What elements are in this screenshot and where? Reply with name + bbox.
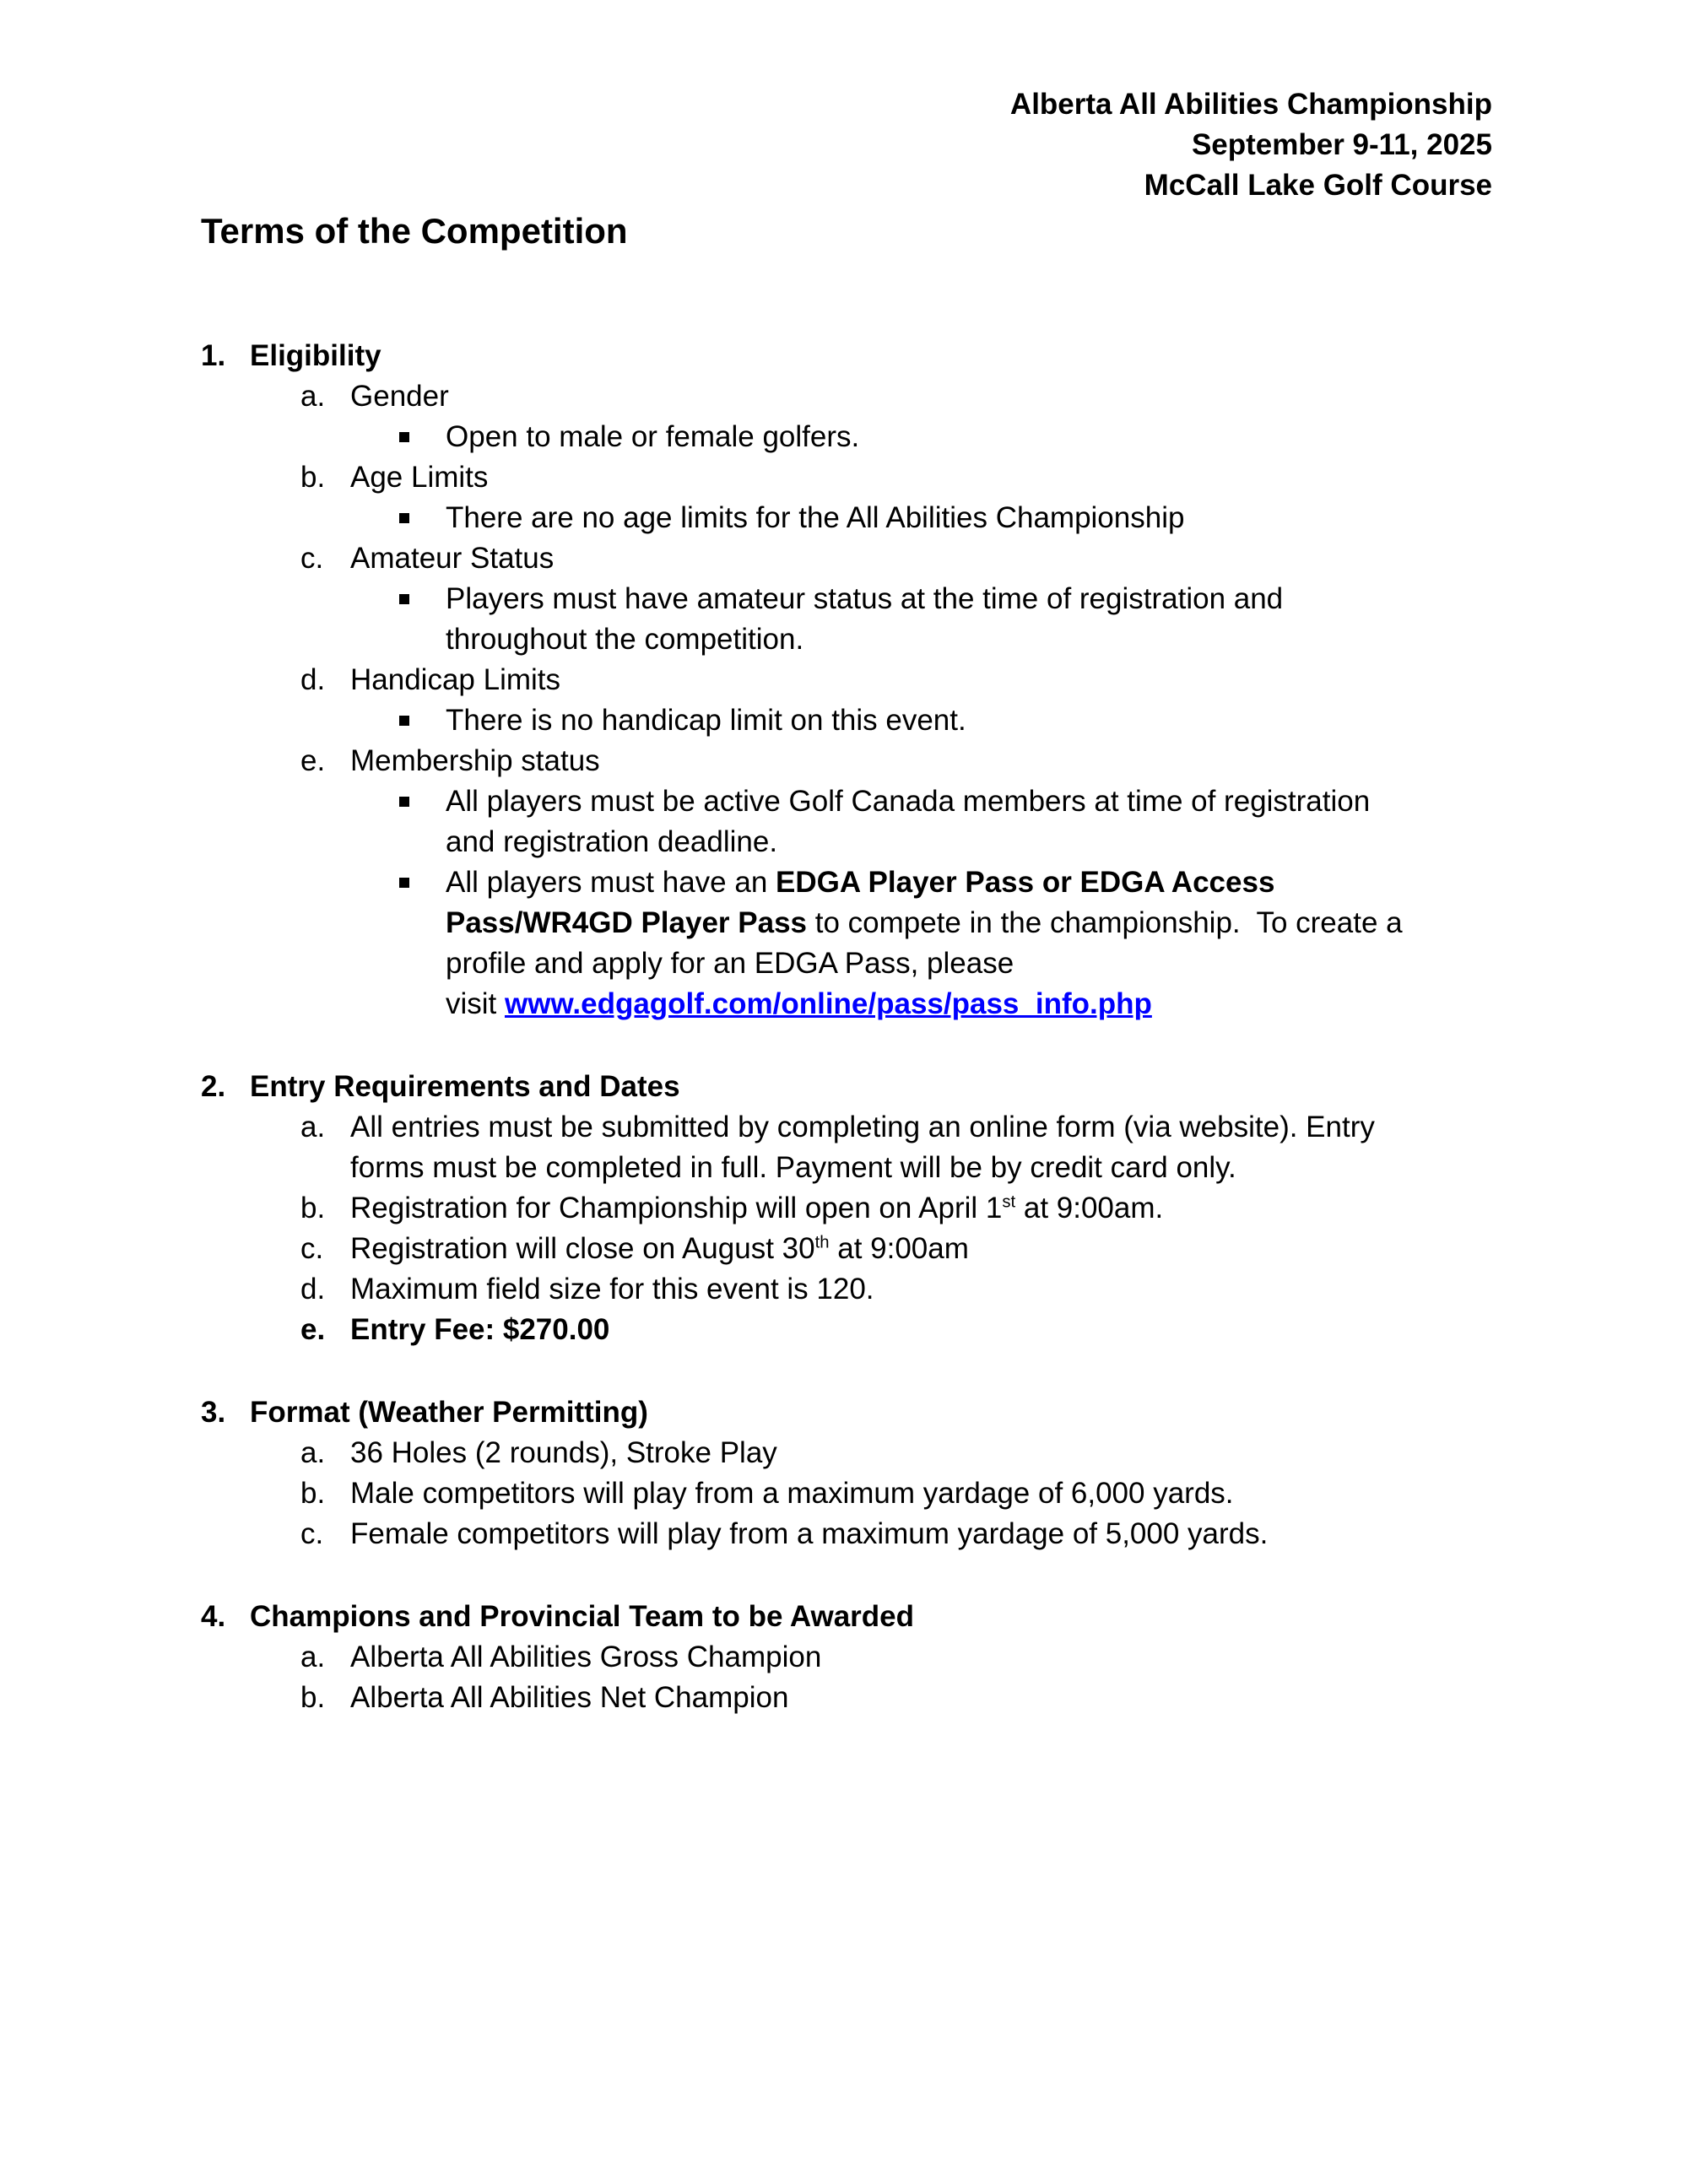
section-number: 3.: [201, 1396, 226, 1429]
document-title: Terms of the Competition: [201, 211, 628, 251]
item-text: [350, 1310, 609, 1350]
list-item: [300, 1229, 1492, 1269]
document-header: [201, 84, 1492, 206]
text-run: forms must be completed in full. Payment will be by credit card only.: [350, 1151, 1236, 1184]
item-letter: d.: [300, 663, 326, 696]
square-bullet-icon: [399, 594, 409, 604]
text-run: Pass/WR4GD Player Pass: [446, 906, 808, 939]
bullet-text: [446, 700, 966, 741]
bullet-marker-column: [399, 781, 446, 807]
text-run: st: [1002, 1192, 1016, 1212]
text-run: Female competitors will play from a maximum yardage of 5,000 yards.: [350, 1517, 1269, 1550]
bullet-text: [446, 862, 1403, 1024]
header-line-dates: September 9-11, 2025: [1191, 128, 1492, 161]
text-run: to compete in the championship. To create a: [807, 906, 1403, 939]
text-run: Registration will close on August 30: [350, 1232, 815, 1265]
item-letter: b.: [300, 1477, 326, 1510]
list-item: [300, 1188, 1492, 1229]
item-letter: a.: [300, 1111, 326, 1143]
item-letter: b.: [300, 461, 326, 494]
text-run: at 9:00am: [829, 1232, 969, 1265]
list-item: [300, 1514, 1492, 1554]
item-letter: b.: [300, 1192, 326, 1224]
square-bullet-icon: [399, 878, 409, 888]
list-item: [300, 457, 1492, 498]
list-item: [300, 660, 1492, 700]
item-text: [350, 1188, 1163, 1229]
bullet-marker-column: [399, 417, 446, 442]
item-text: [350, 1473, 1234, 1514]
bullet-item: [399, 498, 1492, 538]
bullet-marker-column: [399, 579, 446, 604]
section-heading: Format (Weather Permitting): [250, 1396, 648, 1429]
item-text: [350, 741, 600, 781]
section: [201, 1597, 1492, 1718]
item-text: [350, 1269, 874, 1310]
bullet-text: [446, 498, 1184, 538]
text-run: All entries must be submitted by completing an online form (via website). Entry: [350, 1111, 1375, 1143]
text-run: Players must have amateur status at the time of registration and: [446, 582, 1284, 615]
item-text: [350, 376, 449, 417]
item-text: [350, 538, 554, 579]
item-letter: b.: [300, 1681, 326, 1714]
bullet-text: [446, 579, 1283, 660]
section-number: 4.: [201, 1600, 226, 1633]
list-item: [300, 376, 1492, 417]
item-letter: e.: [300, 744, 326, 777]
bullet-marker-column: [399, 862, 446, 888]
list-item: [300, 1269, 1492, 1310]
section-heading-row: [201, 1067, 1492, 1107]
list-item: [300, 741, 1492, 781]
item-text: [350, 1678, 788, 1718]
section-heading: Entry Requirements and Dates: [250, 1070, 680, 1103]
bullet-item: [399, 862, 1492, 1024]
text-run: Membership status: [350, 744, 600, 777]
list-item: [300, 1310, 1492, 1350]
section-heading-row: [201, 336, 1492, 376]
text-run: There are no age limits for the All Abilities Championship: [446, 501, 1185, 534]
text-run: visit: [446, 987, 505, 1020]
list-item: [300, 1678, 1492, 1718]
bullet-item: [399, 579, 1492, 660]
sections-container: [201, 336, 1492, 1718]
list-item: [300, 1433, 1492, 1473]
section: [201, 1392, 1492, 1554]
text-run: and registration deadline.: [446, 825, 778, 858]
item-text: [350, 457, 488, 498]
list-item: [300, 1107, 1492, 1188]
square-bullet-icon: [399, 797, 409, 807]
item-text: [350, 1229, 969, 1269]
text-run: There is no handicap limit on this event.: [446, 704, 966, 737]
item-text: [350, 1107, 1375, 1188]
text-run: Entry Fee: $270.00: [350, 1313, 610, 1346]
list-item: [300, 538, 1492, 579]
item-letter: a.: [300, 1641, 326, 1673]
text-run: Handicap Limits: [350, 663, 560, 696]
list-item: [300, 1637, 1492, 1678]
text-run: All players must have an: [446, 866, 776, 899]
section-heading-row: [201, 1597, 1492, 1637]
text-run: Gender: [350, 380, 449, 413]
bullet-marker-column: [399, 498, 446, 523]
item-text: [350, 1637, 821, 1678]
text-run: profile and apply for an EDGA Pass, please: [446, 947, 1014, 980]
section-number: 2.: [201, 1070, 226, 1103]
section-heading-row: [201, 1392, 1492, 1433]
item-text: [350, 1514, 1268, 1554]
header-line-event: Alberta All Abilities Championship: [1009, 88, 1492, 121]
text-run: Age Limits: [350, 461, 489, 494]
item-letter: d.: [300, 1273, 326, 1306]
section-heading: Eligibility: [250, 339, 381, 372]
bullet-item: [399, 781, 1492, 862]
header-line-venue: McCall Lake Golf Course: [1144, 169, 1492, 202]
section-heading: Champions and Provincial Team to be Awarded: [250, 1600, 915, 1633]
square-bullet-icon: [399, 716, 409, 726]
item-letter: c.: [300, 1517, 324, 1550]
item-letter: a.: [300, 1436, 326, 1469]
text-run: Alberta All Abilities Gross Champion: [350, 1641, 822, 1673]
item-text: [350, 1433, 777, 1473]
item-letter: c.: [300, 1232, 324, 1265]
text-run: EDGA Player Pass or EDGA Access: [776, 866, 1275, 899]
text-run: Registration for Championship will open on April 1: [350, 1192, 1003, 1224]
item-letter: a.: [300, 380, 326, 413]
text-run: Alberta All Abilities Net Champion: [350, 1681, 789, 1714]
list-item: [300, 1473, 1492, 1514]
bullet-item: [399, 700, 1492, 741]
text-run: All players must be active Golf Canada members at time of registration: [446, 785, 1371, 818]
bullet-marker-column: [399, 700, 446, 726]
text-run: th: [814, 1233, 830, 1252]
section-number: 1.: [201, 339, 226, 372]
text-run: Maximum field size for this event is 120.: [350, 1273, 874, 1306]
square-bullet-icon: [399, 432, 409, 442]
bullet-text: [446, 781, 1370, 862]
item-letter: e.: [300, 1313, 326, 1346]
edga-pass-link[interactable]: www.edgagolf.com/online/pass/pass_info.php: [505, 987, 1152, 1020]
bullet-text: [446, 417, 859, 457]
text-run: Male competitors will play from a maximum yardage of 6,000 yards.: [350, 1477, 1234, 1510]
square-bullet-icon: [399, 513, 409, 523]
text-run: Amateur Status: [350, 542, 555, 575]
item-letter: c.: [300, 542, 324, 575]
section: [201, 1067, 1492, 1350]
bullet-item: [399, 417, 1492, 457]
text-run: Open to male or female golfers.: [446, 420, 860, 453]
text-run: 36 Holes (2 rounds), Stroke Play: [350, 1436, 777, 1469]
section: [201, 336, 1492, 1024]
item-text: [350, 660, 560, 700]
text-run: at 9:00am.: [1015, 1192, 1164, 1224]
text-run: throughout the competition.: [446, 623, 804, 656]
